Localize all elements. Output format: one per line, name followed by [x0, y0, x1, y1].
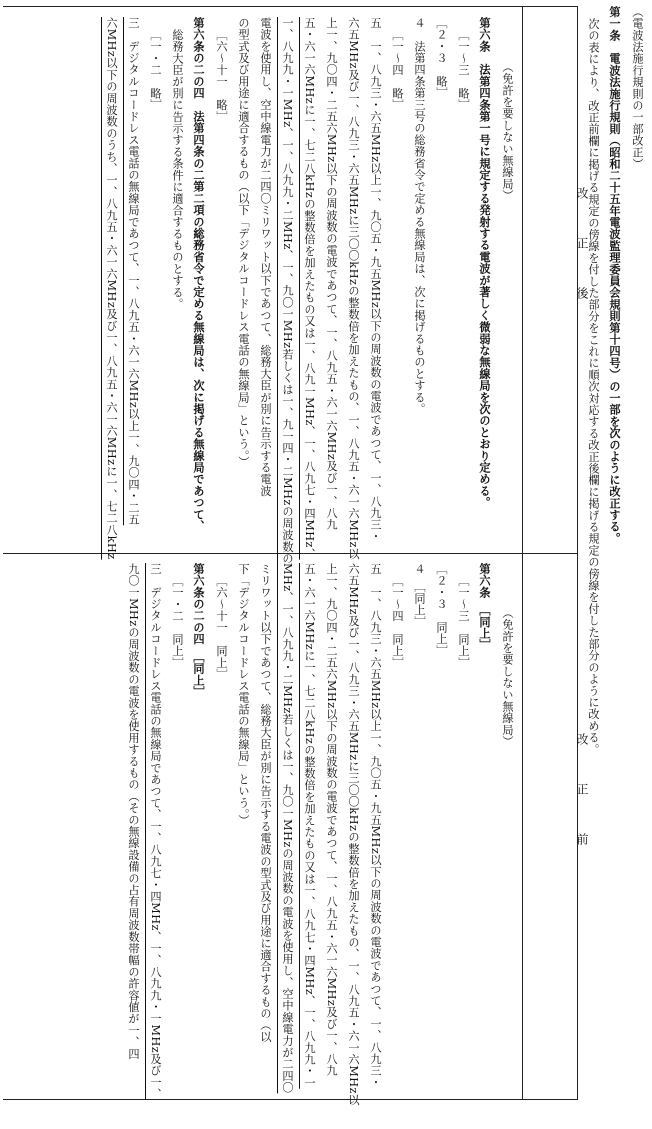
after-line: 三 デジタルコードレス電話の無線局であつて、一、八九五・六一六MHz以上一、九〇四・二五	[127, 17, 140, 526]
comparison-table	[3, 6, 589, 1106]
before-line: 五 一、八九三・六五MHz以上一、九〇五・九五MHz以下の周波数の電波であつて、一、八九三・	[369, 563, 382, 1089]
title-line-3: 次の表により、改正前欄に掲げる規定の傍線を付した部分をこれに順次対応する改正後欄に掲げる規定の傍線を付した部分のように改める。	[587, 18, 600, 756]
after-line: ［一・二 略］	[149, 29, 162, 111]
after-text-column	[100, 17, 518, 565]
before-line: ［六～十一 同上］	[215, 575, 228, 681]
title-line-2: 第一条 電波法施行規則（昭和二十五年電波監理委員会規則第十四号）の一部を次のように改正する。	[608, 6, 622, 545]
after-line: 第六条の二の四 法第四条の二第二項の総務省令で定める無線局は、次に掲げる無線局であつて、	[192, 17, 206, 532]
before-line: ［一～四 同上］	[391, 575, 404, 669]
after-line: 五・六一六MHzに一、七二八kHzの整数倍を加えたもの又は一、八九一MHz、一、八九七・四MHz、	[303, 17, 316, 560]
after-line: 一、八九九・一MHz、一、八九九・二MHz、一、九〇一MHz若しくは一、九一四・二MHzの周波数の	[281, 17, 294, 565]
before-line: ［一～三 同上］	[457, 575, 470, 669]
before-line: ４ ［同上］	[413, 563, 426, 628]
before-line: 上一、九〇四・二五六MHz以下の周波数の電波であつて、一、八九五・六一六MHz及び一、八九	[325, 563, 338, 1077]
after-line: ４ 法第四条第三号の総務省令で定める無線局は、次に掲げるものとする。	[413, 17, 426, 415]
before-line: 九〇一MHzの周波数の電波を使用するもの（その無線設備の占有周波数帯幅の許容値が一、四	[127, 563, 140, 1060]
before-line: ［一・二 同上］	[171, 575, 184, 669]
before-line: MHz、一、八九九・二MHz若しくは一、九〇一MHzの周波数の電波を使用し、空中線電力が二四〇	[281, 563, 294, 1094]
before-line: 三 デジタルコードレス電話の無線局であつて、一、八九七・四MHz、一、八九九・一MHz及び一、	[149, 563, 162, 1100]
after-line: ［２・３ 略］	[435, 17, 448, 99]
before-line: 第六条 ［同上］	[478, 563, 492, 651]
after-line: 上一、九〇四・二五六MHz以下の周波数の電波であつて、一、八九五・六一六MHz及び一、八九	[325, 17, 338, 531]
after-line: ［一～四 略］	[391, 29, 404, 111]
header-before-label: 改 正 前	[575, 733, 589, 846]
after-line: 電波を使用し、空中線電力が二四〇ミリワット以下であつて、総務大臣が別に告示する電波	[259, 17, 272, 497]
before-line: 五・六一六MHzに一、七二八kHzの整数倍を加えたもの又は一、八九七・四MHz、一、八九九・一	[303, 563, 316, 1089]
after-line: 第六条 法第四条第一号に規定する発射する電波が著しく微弱な無線局を次のとおり定める。	[478, 17, 492, 509]
after-line: （免許を要しない無線局）	[501, 61, 514, 202]
before-line: ミリワット以下であつて、総務大臣が別に告示する電波の型式及び用途に適合するもの（以	[259, 563, 272, 1043]
header-after-label: 改 正 後	[575, 187, 589, 300]
before-line: 六五MHz及び一、八九三・六五MHzに三〇〇kHzの整数倍を加えたもの、一、八九五・六一六MHz以	[347, 563, 360, 1106]
header-before-cell	[522, 553, 589, 1099]
header-after-cell	[522, 7, 589, 553]
after-line: の型式及び用途に適合するもの（以下「デジタルコードレス電話の無線局」という。）	[237, 17, 250, 468]
before-line: 下「デジタルコードレス電話の無線局」という。）	[237, 563, 250, 827]
before-text-column	[122, 563, 518, 1106]
after-line: 六五MHz及び一、八九三・六五MHzに三〇〇kHzの整数倍を加えたもの、一、八九五・六一六MHz以	[347, 17, 360, 560]
before-line: （免許を要しない無線局）	[501, 607, 514, 748]
after-line: 総務大臣が別に告示する条件に適合するものとする。	[171, 29, 184, 310]
title-line-1: （電波法施行規則の一部改正）	[631, 6, 644, 170]
after-line: ［一～三 略］	[457, 29, 470, 111]
before-line: ［２・３ 同上］	[435, 563, 448, 657]
before-line: 第六条の二の四 ［同上］	[192, 563, 206, 698]
after-line: ［六～十一 略］	[215, 29, 228, 123]
after-line: 六MHz以下の周波数のうち、一、八九五・六一六MHz及び一、八九五・六一六MHzに一、七二八kHz	[105, 17, 118, 560]
after-line: 五 一、八九三・六五MHz以上一、九〇五・九五MHz以下の周波数の電波であつて、一、八九三・	[369, 17, 382, 543]
